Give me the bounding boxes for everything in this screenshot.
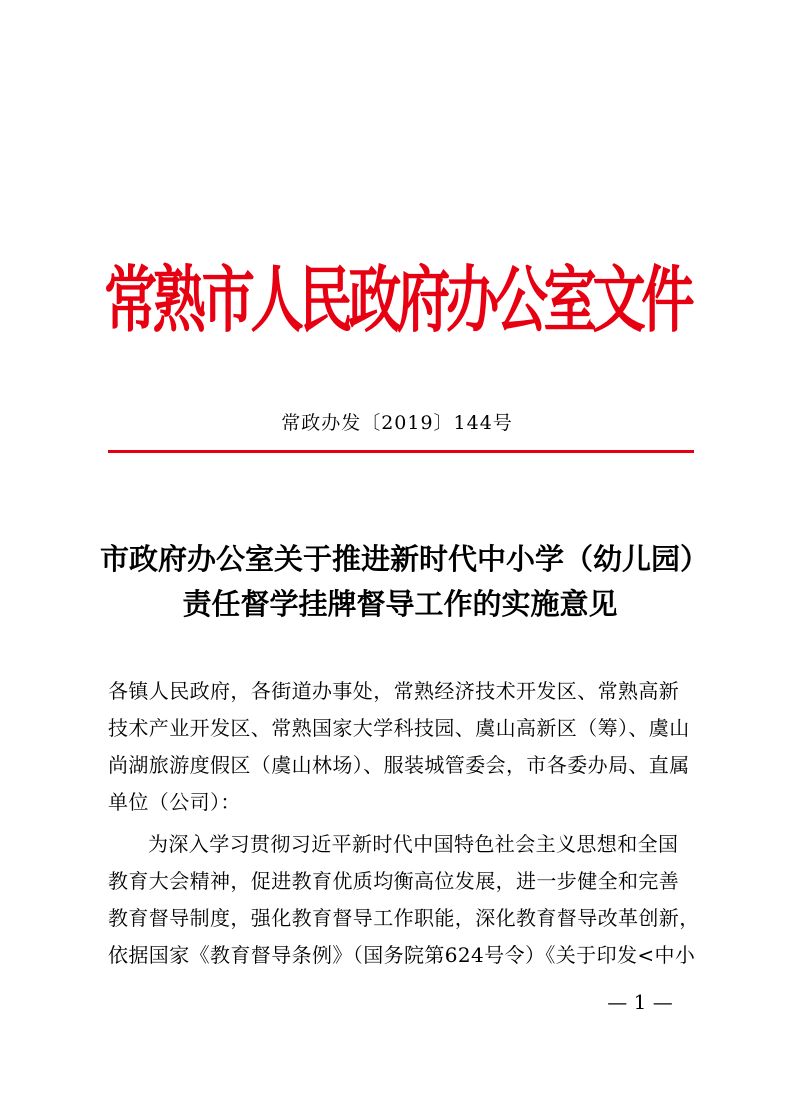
- addressee-line: 各镇人民政府，各街道办事处，常熟经济技术开发区、常熟高新: [108, 679, 680, 703]
- paragraph-line: 为深入学习贯彻习近平新时代中国特色社会主义思想和全国: [148, 832, 679, 856]
- addressee-line: 尚湖旅游度假区（虞山林场）、服装城管委会，市各委办局、直属: [108, 753, 690, 777]
- red-divider-line: [108, 450, 694, 453]
- paragraph-line: 教育大会精神，促进教育优质均衡高位发展，进一步健全和完善: [108, 869, 680, 893]
- paragraph-line: 教育督导制度，强化教育督导工作职能，深化教育督导改革创新，: [108, 906, 700, 930]
- addressee-line: 单位（公司）：: [108, 790, 241, 814]
- document-number: 常政办发〔2019〕144号: [281, 412, 513, 434]
- paragraph-line: 依据国家《教育督导条例》（国务院第624号令）《关于印发<中小: [108, 943, 696, 967]
- addressee-line: 技术产业开发区、常熟国家大学科技园、虞山高新区（筹）、虞山: [108, 716, 690, 740]
- masthead-title: 常熟市人民政府办公室文件: [103, 258, 691, 342]
- document-title-line-1: 市政府办公室关于推进新时代中小学（幼儿园）: [100, 542, 710, 576]
- page-number: — 1 —: [607, 990, 673, 1014]
- document-title-line-2: 责任督学挂牌督导工作的实施意见: [182, 587, 618, 621]
